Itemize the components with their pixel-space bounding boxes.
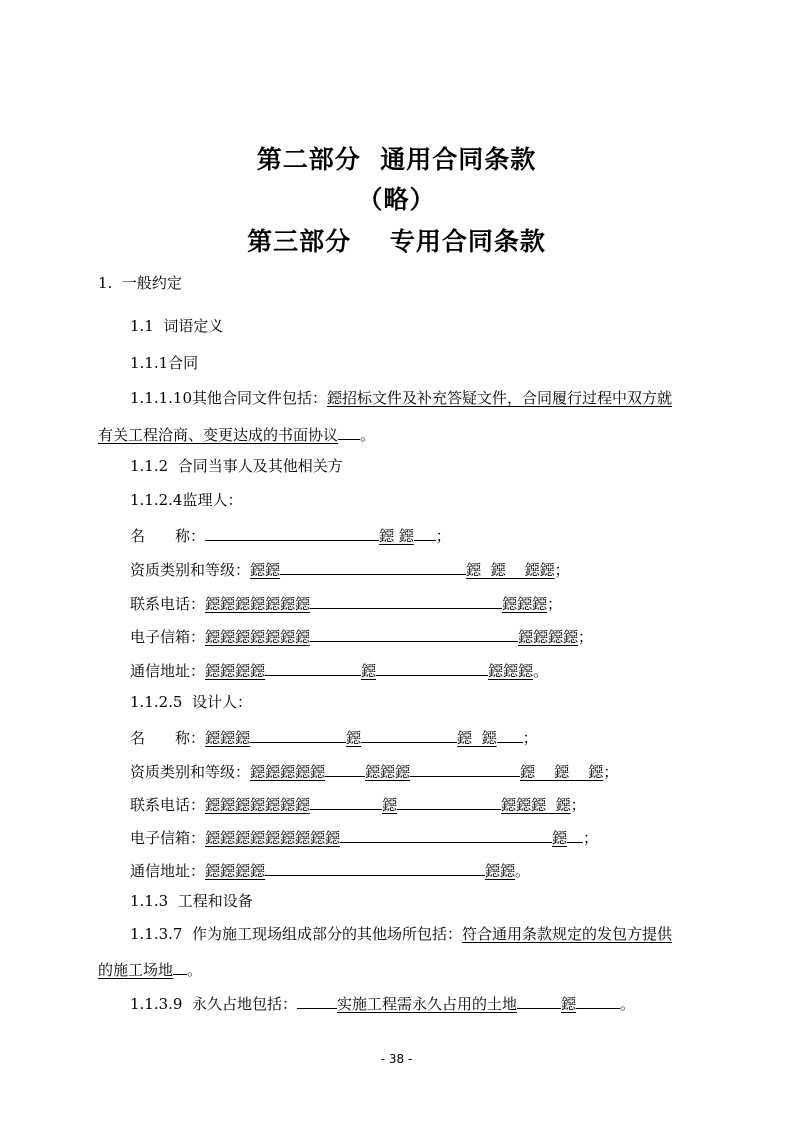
designer-qual-value: 鐚鐚鐚 <box>365 763 411 781</box>
land-value: 鐚 <box>561 995 577 1013</box>
blank-line <box>567 826 583 843</box>
clause-1-1-1-10-cont <box>98 423 375 445</box>
punct: ； <box>578 628 594 646</box>
supervisor-email-value: 鐚鐚鐚鐚 <box>518 628 579 646</box>
blank-line <box>205 524 379 541</box>
punct: ； <box>583 829 599 847</box>
blank-line <box>340 826 552 843</box>
blank-line <box>310 625 518 642</box>
clause-1-1-3-7-cont <box>98 958 202 980</box>
blank-line <box>250 726 346 743</box>
page-number: - 38 - <box>380 1052 413 1066</box>
blank-line <box>297 992 337 1009</box>
blank-line <box>576 992 620 1009</box>
supervisor-name-value: 鐚 鐚 <box>379 527 414 545</box>
supervisor-qual-value: 鐚 鐚 鐚鐚 <box>466 561 555 579</box>
punct: ； <box>547 595 563 613</box>
blank-line <box>410 760 520 777</box>
part2-note: （略） <box>357 185 436 214</box>
designer-phone-value: 鐚鐚鐚鐚鐚鐚鐚 <box>205 796 311 814</box>
site-value: 符合通用条款规定的发包方提供 <box>462 925 673 943</box>
punct: ； <box>570 796 586 814</box>
designer-phone-row <box>130 793 586 815</box>
field-label: 名 称： <box>130 527 206 545</box>
designer-qual-row <box>130 760 618 782</box>
punct: 。 <box>360 426 376 444</box>
supervisor-email-value: 鐚鐚鐚鐚鐚鐚鐚 <box>205 628 311 646</box>
designer-email-value: 鐚 <box>552 829 568 847</box>
supervisor-phone-value: 鐚鐚鐚鐚鐚鐚鐚 <box>205 595 311 613</box>
blank-line <box>361 726 457 743</box>
supervisor-name-row <box>130 524 451 546</box>
part2-title: 第二部分 通用合同条款 <box>256 145 537 174</box>
designer-address-value: 鐚鐚 <box>485 862 516 880</box>
designer-name-row <box>130 726 538 748</box>
punct: ； <box>603 763 619 781</box>
land-value: 实施工程需永久占用的土地 <box>337 995 518 1013</box>
punct: ； <box>554 561 570 579</box>
punct: 。 <box>533 662 549 680</box>
designer-qual-value: 鐚鐚鐚鐚鐚 <box>250 763 326 781</box>
field-label: 电子信箱： <box>130 628 206 646</box>
blank-line <box>414 524 436 541</box>
clause-1-1-1: 1.1.1合同 <box>130 354 199 372</box>
designer-name-value: 鐚 鐚 <box>457 729 497 747</box>
clause-1-1-2-4: 1.1.2.4监理人： <box>130 491 243 509</box>
clause-label: 1.1.3.9 永久占地包括： <box>130 995 298 1013</box>
field-label: 名 称： <box>130 729 206 747</box>
blank-line <box>265 659 361 676</box>
punct: 。 <box>187 961 203 979</box>
clause-1-1-1-10 <box>130 388 672 408</box>
designer-phone-value: 鐚鐚鐚 鐚 <box>501 796 571 814</box>
designer-email-value: 鐚鐚鐚鐚鐚鐚鐚鐚鐚 <box>205 829 341 847</box>
clause-label: 1.1.3.7 作为施工现场组成部分的其他场所包括： <box>130 925 463 943</box>
supervisor-email-row <box>130 625 593 647</box>
field-label: 资质类别和等级： <box>130 763 251 781</box>
supervisor-phone-value: 鐚鐚鐚 <box>502 595 548 613</box>
site-value-cont: 的施工场地 <box>98 961 174 979</box>
field-label: 电子信箱： <box>130 829 206 847</box>
blank-line <box>338 423 360 440</box>
part3-title: 第三部分 专用合同条款 <box>247 227 546 256</box>
supervisor-address-value: 鐚 <box>361 662 377 680</box>
blank-line <box>517 992 561 1009</box>
designer-qual-value: 鐚 鐚 鐚 <box>520 763 604 781</box>
designer-phone-value: 鐚 <box>382 796 398 814</box>
blank-line <box>280 558 466 575</box>
supervisor-qual-value: 鐚鐚 <box>250 561 281 579</box>
designer-name-value: 鐚 <box>346 729 362 747</box>
designer-name-value: 鐚鐚鐚 <box>205 729 251 747</box>
designer-email-row <box>130 826 598 848</box>
blank-line <box>310 793 382 810</box>
clause-1-1-2-5: 1.1.2.5 设计人： <box>130 693 253 711</box>
clause-1-1-3: 1.1.3 工程和设备 <box>130 892 253 910</box>
supervisor-phone-row <box>130 592 562 614</box>
clause-1-1-3-7 <box>130 924 672 944</box>
supervisor-address-value: 鐚鐚鐚鐚 <box>205 662 266 680</box>
other-docs-value-cont: 有关工程洽商、变更达成的书面协议 <box>98 426 339 444</box>
blank-line <box>497 726 523 743</box>
field-label: 通信地址： <box>130 862 206 880</box>
clause-1-1: 1.1 词语定义 <box>130 317 224 335</box>
supervisor-address-value: 鐚鐚鐚 <box>488 662 534 680</box>
punct: ； <box>435 527 451 545</box>
supervisor-address-row <box>130 659 548 681</box>
field-label: 通信地址： <box>130 662 206 680</box>
clause-1: 1. 一般约定 <box>98 274 182 292</box>
blank-line <box>397 793 501 810</box>
clause-label: 1.1.1.10其他合同文件包括： <box>130 389 328 407</box>
blank-line <box>265 859 485 876</box>
supervisor-qual-row <box>130 558 570 580</box>
blank-line <box>376 659 488 676</box>
blank-line <box>173 958 187 975</box>
clause-1-1-3-9 <box>130 992 635 1014</box>
blank-line <box>310 592 502 609</box>
designer-address-row <box>130 859 530 881</box>
blank-line <box>325 760 365 777</box>
clause-1-1-2: 1.1.2 合同当事人及其他相关方 <box>130 457 343 475</box>
punct: ； <box>522 729 538 747</box>
field-label: 联系电话： <box>130 796 206 814</box>
field-label: 联系电话： <box>130 595 206 613</box>
designer-address-value: 鐚鐚鐚鐚 <box>205 862 266 880</box>
punct: 。 <box>620 995 636 1013</box>
other-docs-value: 鐚招标文件及补充答疑文件，合同履行过程中双方就 <box>327 389 673 407</box>
punct: 。 <box>515 862 531 880</box>
field-label: 资质类别和等级： <box>130 561 251 579</box>
